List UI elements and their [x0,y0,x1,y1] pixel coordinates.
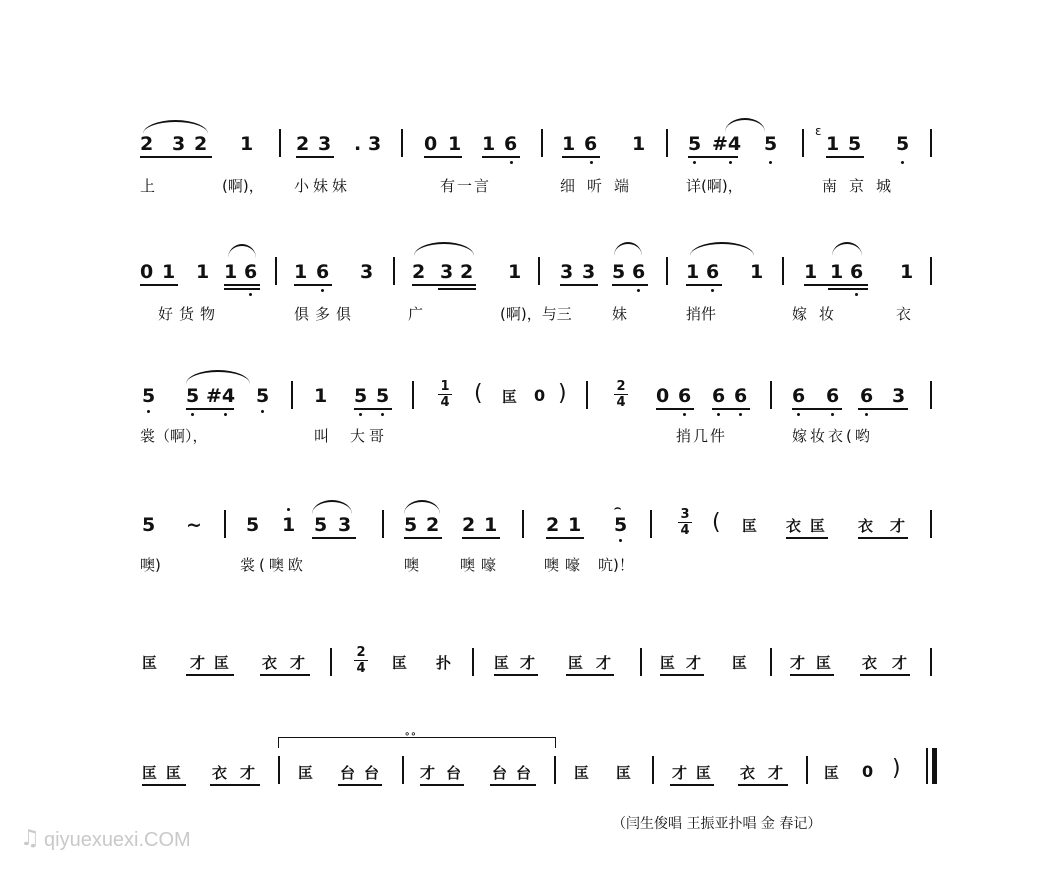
underline [560,284,598,286]
low-dot [321,289,324,292]
lyric: 小妹妹 [294,177,352,195]
watermark-logo-icon: ♫ [20,826,40,851]
barline [770,648,772,676]
barline [930,129,932,157]
note: 0 [140,261,154,283]
underline [296,156,334,158]
underline [338,784,382,786]
percussion: 衣 [858,517,874,535]
low-dot [855,293,858,296]
barline [522,510,524,538]
lyric: 捎件 [686,305,717,323]
repeat-bracket [278,737,556,748]
barline [393,257,395,285]
lyric: 大哥 [350,427,389,445]
lyric: 吭)！ [598,556,634,574]
low-dot [359,413,362,416]
slur [414,242,474,256]
underline [224,284,260,286]
note: 6 [504,133,518,155]
barline [586,381,588,409]
percussion: 匡 [214,654,230,672]
final-barline-thick [932,748,937,784]
slur [186,370,250,384]
underline [412,284,476,286]
note: 0 [534,386,546,405]
percussion: 台 [516,764,532,782]
time-signature [678,508,692,537]
note: ~ [186,514,202,536]
slur [690,242,754,256]
barline [930,381,932,409]
barline [472,648,474,676]
percussion: 才 [520,654,536,672]
time-sig-bottom: 4 [680,523,690,538]
note: 3 [582,261,596,283]
underline [490,784,536,786]
note: 3 [318,133,332,155]
underline [482,156,520,158]
barline [666,257,668,285]
underline [670,784,714,786]
low-dot [637,289,640,292]
note: 6 [706,261,720,283]
barline [541,129,543,157]
note: 1 [240,133,254,155]
percussion: 匡 [494,654,510,672]
percussion: 台 [446,764,462,782]
barline [291,381,293,409]
lyric: 广 [408,305,424,323]
percussion: 匡 [142,654,158,672]
barline [278,756,280,784]
note: 6 [792,385,806,407]
lyric: 叫 [314,427,330,445]
underline [494,674,538,676]
note: 5 [614,514,628,536]
barline [279,129,281,157]
barline [930,648,932,676]
note: 3 [560,261,574,283]
underline [656,408,694,410]
barline [275,257,277,285]
lyric: 噢) [140,556,161,574]
note: 1 [282,514,296,536]
low-dot [729,161,732,164]
percussion: 才 [596,654,612,672]
note: 1 [224,261,238,283]
lyric: 妹 [612,305,628,323]
lyric: 详(啊)， [686,177,743,195]
note: 2 [546,514,560,536]
note: 1 [294,261,308,283]
percussion: 才 [686,654,702,672]
underline [790,674,834,676]
note: 6 [734,385,748,407]
barline [802,129,804,157]
low-dot [693,161,696,164]
note: 1 [830,261,844,283]
lyric: 细听端 [560,177,642,195]
high-dot [287,508,290,511]
note: 2 [194,133,208,155]
note: 0 [656,385,670,407]
percussion: 匡 [732,654,748,672]
low-dot [831,413,834,416]
underline [224,288,260,290]
underline [786,537,828,539]
note: 5 [688,133,702,155]
time-sig-top: 1 [440,379,450,394]
low-dot [590,161,593,164]
note: 1 [562,133,576,155]
percussion: 匡 [616,764,632,782]
percussion: 匡 [574,764,590,782]
bracket: ) [558,381,567,406]
barline [224,510,226,538]
note: 2 [296,133,310,155]
lyric: 嫁妆 [792,305,847,323]
underline [404,537,442,539]
underline [612,284,648,286]
percussion: 衣 [262,654,278,672]
note: 6 [316,261,330,283]
slur [143,120,208,134]
note: 1 [314,385,328,407]
barline [650,510,652,538]
barline [782,257,784,285]
note: 6 [826,385,840,407]
underline [186,408,234,410]
barline [666,129,668,157]
note: #4 [206,385,236,407]
credits: （闫生俊唱 王振亚扑唱 金 春记） [612,816,822,832]
time-sig-bottom: 4 [616,395,626,410]
note: 1 [900,261,914,283]
slur [725,118,765,132]
slur [404,500,440,514]
low-dot [261,410,264,413]
underline [792,408,842,410]
underline [686,284,722,286]
note: 1 [196,261,210,283]
low-dot [619,539,622,542]
percussion: 衣 [740,764,756,782]
barline [401,129,403,157]
percussion: 匡 [392,654,408,672]
percussion: 匡 [696,764,712,782]
note: 6 [244,261,258,283]
lyric: 裳（啊）， [140,427,208,445]
underline [660,674,704,676]
note: 6 [584,133,598,155]
lyric: 嫁妆衣(哟 [792,427,873,445]
percussion: 匡 [810,517,826,535]
underline [462,537,500,539]
note: 0 [424,133,438,155]
note: 2 [140,133,154,155]
time-sig-top: 3 [680,507,690,522]
underline [420,784,464,786]
note: . [354,133,362,155]
lyric: 南京城 [822,177,904,195]
note: 1 [484,514,498,536]
percussion: 才 [190,654,206,672]
time-sig-top: 2 [356,645,366,660]
watermark: qiyuexuexi.COM [44,829,191,851]
time-sig-bottom: 4 [356,661,366,676]
percussion: 匡 [816,654,832,672]
underline [210,784,260,786]
slur [312,500,352,514]
underline [738,784,788,786]
note: 5 [376,385,390,407]
time-signature [614,380,628,409]
note: 2 [412,261,426,283]
note: 2 [460,261,474,283]
lyric: (啊)，与三 [500,305,572,323]
note: 5 [612,261,626,283]
low-dot [739,413,742,416]
underline [140,156,212,158]
percussion: 匡 [742,517,758,535]
underline [354,408,392,410]
note: #4 [712,133,742,155]
low-dot [865,413,868,416]
percussion: 衣 [862,654,878,672]
note: 6 [850,261,864,283]
note: 6 [712,385,726,407]
barline [652,756,654,784]
barline [806,756,808,784]
bracket: ( [712,510,721,535]
note: 5 [256,385,270,407]
note: 6 [632,261,646,283]
barline [402,756,404,784]
note: 1 [448,133,462,155]
note: 1 [826,133,840,155]
underline [294,284,332,286]
grace-mark: ɛ [815,124,822,138]
underline [804,284,868,286]
note: 1 [162,261,176,283]
lyric: 裳(噢欧 [240,556,307,574]
percussion: 匡 [568,654,584,672]
underline [712,408,750,410]
low-dot [381,413,384,416]
note: 3 [338,514,352,536]
note: 5 [764,133,778,155]
time-signature [354,646,368,675]
underline [688,156,738,158]
lyric: 噢嚎 [544,556,587,574]
lyric: 好货物 [158,305,222,323]
percussion: 扑 [436,654,452,672]
low-dot [901,161,904,164]
percussion: 台 [340,764,356,782]
time-sig-top: 2 [616,379,626,394]
low-dot [683,413,686,416]
underline [260,674,310,676]
percussion: 衣 [786,517,802,535]
time-sig-bottom: 4 [440,395,450,410]
note: 5 [142,385,156,407]
underline [424,156,462,158]
low-dot [191,413,194,416]
percussion: 匡 [502,388,518,406]
underline [826,156,864,158]
slur [228,244,256,258]
note: 1 [568,514,582,536]
underline [186,674,234,676]
repeat-mark: ∘∘ [404,729,417,740]
barline [538,257,540,285]
barline [330,648,332,676]
note: 3 [360,261,374,283]
underline [140,284,178,286]
note: 3 [892,385,906,407]
low-dot [711,289,714,292]
percussion: 匡 [824,764,840,782]
note: 1 [482,133,496,155]
note: 5 [404,514,418,536]
underline [312,537,356,539]
underline [858,408,908,410]
underline [858,537,908,539]
percussion: 才 [290,654,306,672]
underline [828,288,868,290]
lyric: (啊)， [222,177,264,195]
percussion: 才 [890,517,906,535]
barline [382,510,384,538]
lyric: 衣 [896,305,912,323]
underline [546,537,584,539]
low-dot [147,410,150,413]
fermata: ⌢ [614,501,622,514]
note: 5 [896,133,910,155]
note: 1 [686,261,700,283]
final-barline-thin [926,748,928,784]
barline [930,257,932,285]
percussion: 台 [364,764,380,782]
bracket: ) [892,756,901,781]
percussion: 台 [492,764,508,782]
note: 5 [186,385,200,407]
note: 6 [678,385,692,407]
underline [566,674,614,676]
percussion: 才 [892,654,908,672]
note: 1 [508,261,522,283]
barline [640,648,642,676]
underline [860,674,910,676]
lyric: 捎几件 [676,427,728,445]
slur [614,242,642,256]
note: 5 [142,514,156,536]
note: 1 [804,261,818,283]
lyric: 噢 [404,556,420,574]
note: 3 [440,261,454,283]
barline [554,756,556,784]
percussion: 匡 [298,764,314,782]
slur [832,242,862,256]
note: 5 [314,514,328,536]
underline [438,288,476,290]
lyric: 上 [140,177,156,195]
note: 5 [246,514,260,536]
percussion: 衣 [212,764,228,782]
percussion: 才 [420,764,436,782]
note: 2 [426,514,440,536]
percussion: 匡 [142,764,158,782]
note: 0 [862,762,874,781]
low-dot [717,413,720,416]
note: 5 [354,385,368,407]
underline [562,156,600,158]
low-dot [224,413,227,416]
note: 3 [368,133,382,155]
barline [930,510,932,538]
low-dot [510,161,513,164]
percussion: 才 [768,764,784,782]
percussion: 匡 [166,764,182,782]
lyric: 有一言 [440,177,492,195]
lyric: 俱多俱 [294,305,358,323]
percussion: 才 [790,654,806,672]
barline [770,381,772,409]
note: 6 [860,385,874,407]
barline [412,381,414,409]
note: 1 [632,133,646,155]
low-dot [249,293,252,296]
bracket: ( [474,381,483,406]
percussion: 才 [672,764,688,782]
lyric: 噢嚎 [460,556,503,574]
time-signature [438,380,452,409]
note: 2 [462,514,476,536]
note: 1 [750,261,764,283]
low-dot [797,413,800,416]
note: 3 [172,133,186,155]
note: 5 [848,133,862,155]
percussion: 才 [240,764,256,782]
percussion: 匡 [660,654,676,672]
low-dot [769,161,772,164]
underline [142,784,186,786]
